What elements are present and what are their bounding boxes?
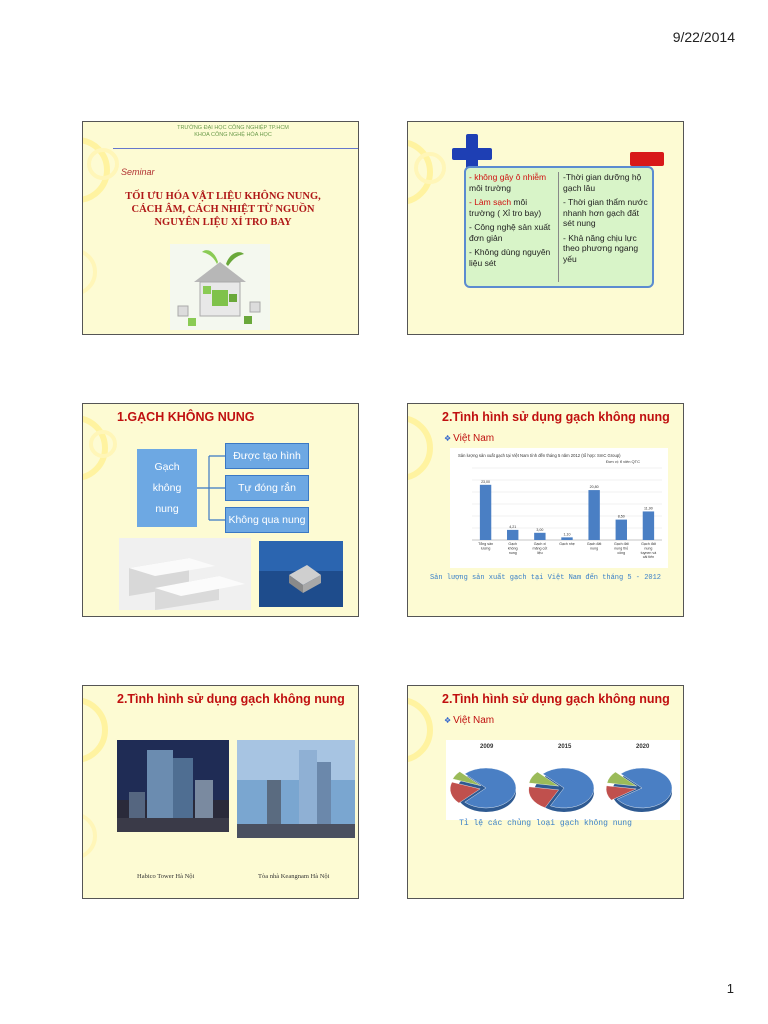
concept-line: Gạch <box>154 460 180 473</box>
bar-value-label: 11,90 <box>644 506 653 511</box>
slide-3-definition <box>82 403 359 617</box>
production-bar-chart <box>450 448 668 568</box>
connector-lines <box>197 444 227 534</box>
category-tick-label: Gạch đất <box>641 542 656 546</box>
diamond-bullet-icon: ❖ <box>444 716 452 725</box>
category-tick-label: Gạch <box>508 542 518 546</box>
cons-column <box>559 172 649 282</box>
bar <box>561 537 572 540</box>
bullet-item: ❖ Việt Nam <box>444 433 495 444</box>
slide-2-pros-cons <box>407 121 684 335</box>
photo-caption: Tòa nhà Keangnam Hà Nội <box>258 873 330 880</box>
concept-line: không <box>152 481 182 494</box>
slide-title: 2.Tình hình sử dụng gạch không nung <box>442 410 670 424</box>
bar-value-label: 20,80 <box>589 485 599 490</box>
slide-title: 2.Tình hình sử dụng gạch không nung <box>117 692 345 706</box>
bar <box>616 520 627 540</box>
category-tick-label: lượng <box>480 546 491 551</box>
pie-title: 2020 <box>636 744 650 750</box>
category-tick-label: tuynen và <box>640 550 657 555</box>
pro-item: - Công nghệ sản xuất đơn giản <box>469 222 551 243</box>
slide-5-buildings <box>82 685 359 899</box>
habico-tower-photo <box>117 740 229 832</box>
slide-1-title <box>82 121 359 335</box>
con-item: -Thời gian dưỡng hộ gạch lâu <box>563 172 642 193</box>
chart-caption: Tỉ lệ các chủng loại gạch không nung <box>459 819 632 828</box>
seminar-label: Seminar <box>121 167 155 177</box>
category-tick-label: không <box>507 546 518 551</box>
header-rule <box>113 148 358 149</box>
category-tick-label: nung thủ <box>614 546 629 551</box>
branch-box: Được tạo hình <box>225 443 309 469</box>
pros-cons-table <box>464 166 654 288</box>
category-tick-label: nung <box>590 546 599 551</box>
bar <box>480 485 491 540</box>
bar-value-label: 4,21 <box>509 524 517 529</box>
seminar-title <box>113 190 333 229</box>
title-line: TỐI ƯU HÓA VẬT LIỆU KHÔNG NUNG, <box>125 191 321 202</box>
school-name: TRƯỜNG ĐẠI HỌC CÔNG NGHIỆP TP.HCM <box>177 125 289 131</box>
title-line: CÁCH ÂM, CÁCH NHIỆT TỪ NGUỒN <box>131 204 315 215</box>
category-tick-label: nung <box>508 550 517 555</box>
chart-caption: Sản lượng sản xuất gạch tại Việt Nam đến tháng 5 - 2012 <box>429 574 662 582</box>
category-tick-label: liệu <box>537 550 543 555</box>
photo-caption: Habico Tower Hà Nội <box>137 873 195 880</box>
category-tick-label: Gạch nhẹ <box>559 542 575 546</box>
bar <box>588 490 599 540</box>
category-tick-label: công <box>617 550 626 555</box>
minus-icon <box>630 152 664 166</box>
pie-title: 2009 <box>480 744 494 750</box>
bar-value-label: 3,00 <box>536 527 544 532</box>
branch-box: Không qua nung <box>225 507 309 533</box>
slide-4-production-chart <box>407 403 684 617</box>
slide-6-pie-charts <box>407 685 684 899</box>
con-item: - Khả năng chịu lực theo phương ngang yếu <box>563 232 639 264</box>
concept-box <box>137 449 197 527</box>
pro-item: - không gây ô nhiễm môi trường <box>469 172 547 193</box>
faculty-name: KHOA CÔNG NGHỆ HÓA HỌC <box>194 132 272 138</box>
pros-column <box>469 172 559 282</box>
bullet-item: ❖ Việt Nam <box>444 715 495 726</box>
category-tick-label: Gạch đất <box>586 542 602 546</box>
category-tick-label: Tổng sản <box>478 542 494 546</box>
concept-line: nung <box>155 502 179 515</box>
bar-value-label: 8,50 <box>617 514 625 519</box>
page-number: 1 <box>726 981 734 996</box>
chart-title: Sản lượng sản xuất gạch tại Việt Nam tính đến tháng 5 năm 2012 (tổ hợp: SmC Group) <box>458 453 621 458</box>
bar <box>643 511 654 540</box>
branch-box: Tự đóng rắn <box>225 475 309 501</box>
bar-value-label: 1,10 <box>563 532 571 537</box>
slide-title: 2.Tình hình sử dụng gạch không nung <box>442 692 670 706</box>
page-date: 9/22/2014 <box>672 29 735 45</box>
keangnam-tower-photo <box>237 740 355 838</box>
con-item: - Thời gian thẩm nước nhanh hơn gạch đất sét nung <box>563 197 648 228</box>
category-tick-label: cải tiến <box>642 555 655 560</box>
school-header <box>153 125 313 139</box>
category-tick-label: Gạch xi <box>533 542 546 546</box>
pro-item: - Không dùng nguyên liệu sét <box>469 247 551 268</box>
pro-item: - Làm sạch môi trường ( Xỉ tro bay) <box>469 197 542 218</box>
slide-title: 1.GẠCH KHÔNG NUNG <box>117 410 255 424</box>
block-photo <box>259 541 343 607</box>
brick-type-pie-charts <box>446 740 680 820</box>
bar <box>507 530 518 540</box>
pie-title: 2015 <box>558 744 572 750</box>
diamond-bullet-icon: ❖ <box>444 434 452 443</box>
title-line: NGUYÊN LIỆU XỈ TRO BAY <box>154 217 292 228</box>
category-tick-label: măng cốt <box>532 546 548 551</box>
bar-value-label: 23,00 <box>481 479 491 484</box>
category-tick-label: Gạch đất <box>613 542 629 546</box>
bricks-photo <box>119 538 251 610</box>
category-tick-label: nung <box>644 546 653 551</box>
eco-house-image <box>170 244 270 330</box>
bar <box>534 533 545 540</box>
chart-unit-note: Đơn vị: tỉ viên QTC <box>606 459 640 464</box>
